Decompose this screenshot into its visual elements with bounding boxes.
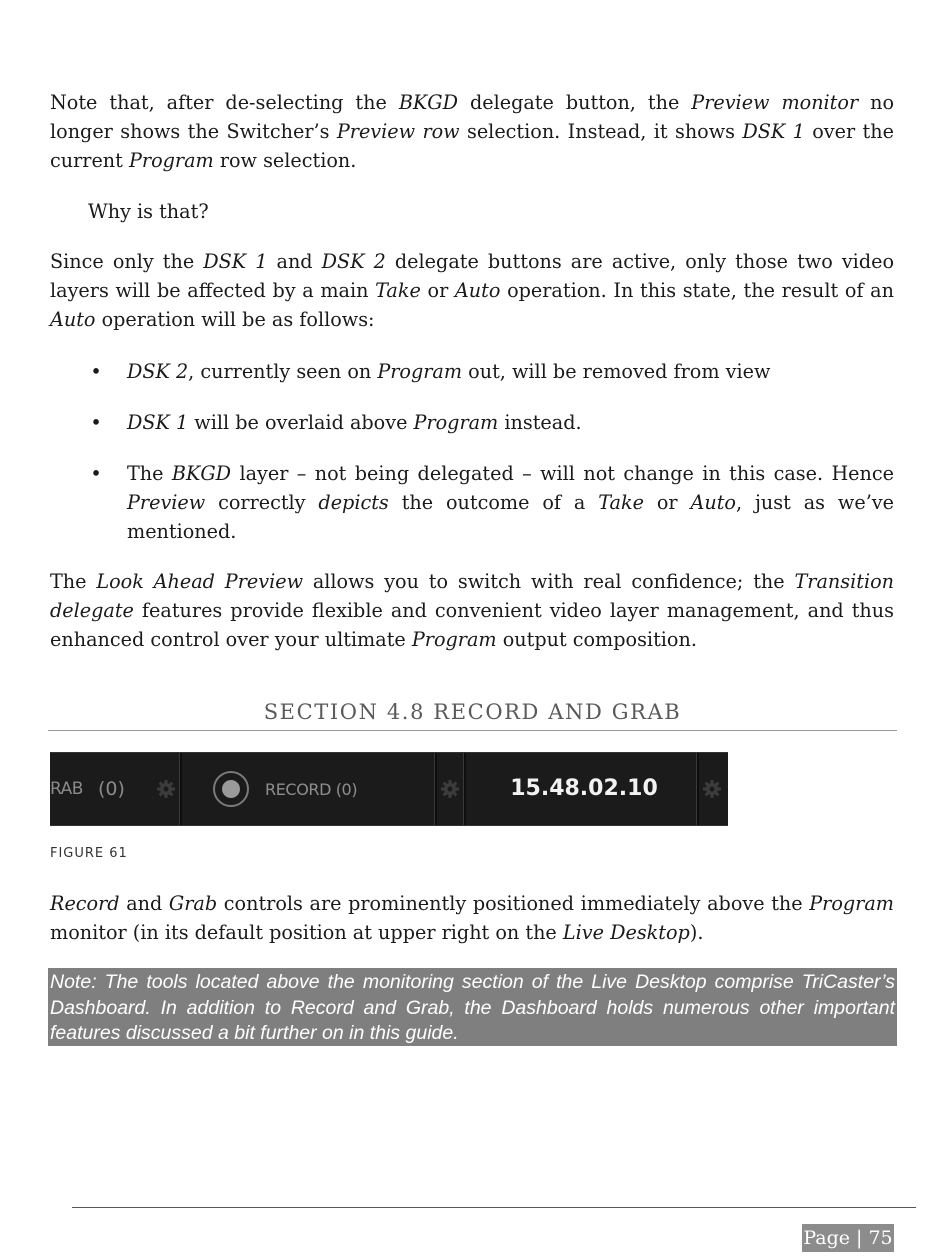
bullet-marker: • <box>90 411 102 434</box>
bullet-item <box>86 357 894 386</box>
text-run: correctly <box>205 491 319 514</box>
italic-run: Record <box>50 892 120 915</box>
italic-run: BKGD <box>398 91 458 114</box>
text-run: ). <box>689 921 704 944</box>
paragraph-dsk-delegates <box>50 247 894 334</box>
text-run: Note that, after de-selecting the <box>50 91 399 114</box>
text-run: operation will be as follows: <box>95 308 375 331</box>
italic-run: Auto <box>50 308 96 331</box>
italic-run: Preview row <box>336 120 460 143</box>
text-run: or <box>643 491 691 514</box>
dashboard-separator <box>434 753 437 825</box>
question-line: Why is that? <box>88 200 209 223</box>
text-run: allows you to switch with real confidence; the <box>303 570 795 593</box>
text-run: layer – not being delegated – will not change in this case. Hence <box>231 462 894 485</box>
text-run: operation. In this state, the result of an <box>500 279 894 302</box>
italic-run: Program <box>413 411 499 434</box>
gear-icon[interactable] <box>702 779 722 799</box>
italic-run: Look Ahead Preview <box>96 570 303 593</box>
text-run: no longer shows the Switcher’s <box>50 91 895 143</box>
dashboard-separator <box>179 753 182 825</box>
text-run: controls are prominently positioned immediately above the <box>217 892 810 915</box>
note-text: Note: The tools located above the monitoring section of the Live Desktop comprise TriCaster’s Dashboard. In addition to Record and Grab, the Dashboard holds numerous other important features discussed a bit further on in this guide. <box>50 971 895 1044</box>
gear-icon[interactable] <box>440 779 460 799</box>
bullet-text <box>127 459 894 546</box>
record-label[interactable]: RECORD (0) <box>265 780 358 799</box>
bullet-text <box>127 408 894 437</box>
dashboard-strip-figure <box>50 752 728 826</box>
italic-run: depicts <box>318 491 389 514</box>
text-run: the outcome of a <box>388 491 599 514</box>
italic-run: Program <box>411 628 497 651</box>
text-run: will be overlaid above <box>188 411 414 434</box>
page-number: Page | 75 <box>802 1224 894 1252</box>
bullet-marker: • <box>90 462 102 485</box>
timecode-display: 15.48.02.10 <box>510 776 658 801</box>
text-run: instead. <box>498 411 582 434</box>
note-box <box>48 968 897 1046</box>
text-run: output composition. <box>496 628 697 651</box>
italic-run: Auto <box>690 491 736 514</box>
text-run: selection. Instead, it shows <box>459 120 743 143</box>
paragraph-bkgd-note <box>50 88 894 175</box>
paragraph-record-grab <box>50 889 894 947</box>
italic-run: Take <box>598 491 644 514</box>
italic-run: DSK 1 <box>127 411 189 434</box>
text-run: out, will be removed from view <box>462 360 771 383</box>
italic-run: DSK 1 <box>742 120 805 143</box>
text-run: delegate button, the <box>457 91 692 114</box>
text-run: , currently seen on <box>188 360 378 383</box>
italic-run: DSK 2 <box>321 250 386 273</box>
text-run: Since only the <box>50 250 204 273</box>
italic-run: DSK 1 <box>203 250 268 273</box>
italic-run: Grab <box>168 892 218 915</box>
text-run: delegate buttons are active, only those two video layers will be affected by a main <box>50 250 895 302</box>
italic-run: BKGD <box>171 462 232 485</box>
figure-caption: FIGURE 61 <box>50 846 128 861</box>
text-run: and <box>267 250 322 273</box>
text-run: over the current <box>50 120 894 172</box>
text-run: , just as we’ve mentioned. <box>127 491 894 543</box>
bullet-marker: • <box>90 360 102 383</box>
footer-divider <box>72 1207 916 1208</box>
record-icon[interactable] <box>213 771 249 807</box>
paragraph-look-ahead <box>50 567 894 654</box>
italic-run: Transition delegate <box>50 570 894 622</box>
text-run: or <box>420 279 455 302</box>
bullet-text <box>127 357 894 386</box>
text-run: The <box>50 570 97 593</box>
italic-run: Preview <box>127 491 206 514</box>
italic-run: Program <box>377 360 463 383</box>
italic-run: Auto <box>454 279 501 302</box>
section-heading: SECTION 4.8 RECORD AND GRAB <box>263 700 682 724</box>
text-run: and <box>119 892 169 915</box>
text-run: row selection. <box>213 149 357 172</box>
dashboard-separator <box>696 753 699 825</box>
italic-run: Preview monitor <box>691 91 859 114</box>
italic-run: Program <box>809 892 894 915</box>
italic-run: Program <box>128 149 214 172</box>
italic-run: DSK 2 <box>127 360 189 383</box>
text-run: The <box>127 462 172 485</box>
grab-count: (0) <box>98 778 125 800</box>
section-divider <box>48 730 897 731</box>
text-run: features provide flexible and convenient video layer management, and thus enhanced control over your ultimate <box>50 599 894 651</box>
gear-icon[interactable] <box>156 779 176 799</box>
bullet-item <box>86 459 894 546</box>
text-run: monitor (in its default position at upper right on the <box>50 921 563 944</box>
italic-run: Take <box>375 279 421 302</box>
italic-run: Live Desktop <box>562 921 690 944</box>
bullet-item <box>86 408 894 437</box>
grab-label: RAB <box>50 779 83 799</box>
